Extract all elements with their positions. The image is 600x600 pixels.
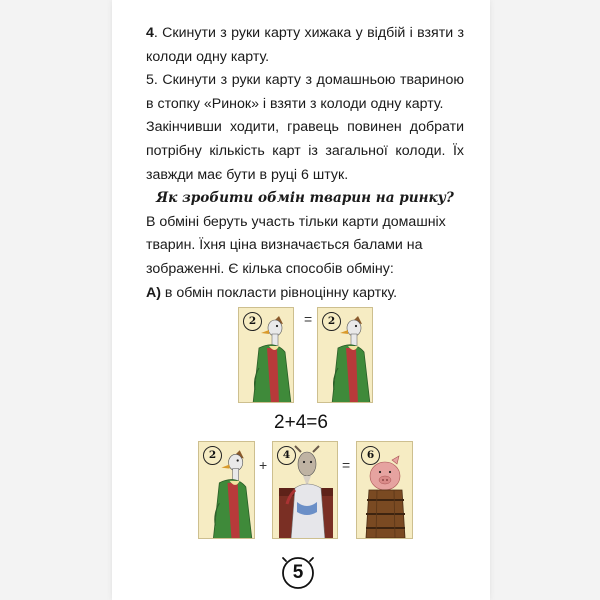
rule-5: 5. Скинути з руки карту з домашньою твариною в стопку «Ринок» і взяти з колоди одну карту. (146, 72, 464, 112)
card-value-badge: 2 (322, 312, 341, 331)
section-heading: Як зробити обмін тварин на ринку? (156, 190, 454, 207)
rule-4 (146, 22, 464, 69)
goose-card-right (317, 307, 373, 403)
card-value-badge: 6 (361, 446, 380, 465)
option-a-label: А) (146, 284, 161, 301)
finish-paragraph: Закінчивши ходити, гравець повинен добрати потрібну кількість карт із загальної колоди. Їх завжди має бути в руці 6 штук. (146, 119, 464, 183)
goose-card (198, 441, 255, 539)
pig-card (356, 441, 413, 539)
option-a (146, 282, 464, 306)
equation-text: 2+4=6 (274, 412, 328, 433)
intro-paragraph: В обміні беруть участь тільки карти домашніх тварин. Їхня ціна визначається балами на зображенні. Є кілька способів обміну: (146, 213, 446, 277)
option-a-text: в обмін покласти рівноцінну картку. (160, 284, 398, 301)
equals-sign: = (342, 457, 351, 473)
plus-sign: + (259, 457, 268, 473)
card-value-badge: 2 (243, 312, 262, 331)
equals-sign: = (304, 311, 313, 327)
card-value-badge: 4 (277, 446, 296, 465)
page-text (146, 22, 464, 305)
goose-card-left (238, 307, 294, 403)
goat-card (272, 441, 338, 539)
card-value-badge: 2 (203, 446, 222, 465)
book-page (112, 0, 490, 600)
page-number (278, 551, 318, 591)
rule-4-text: . Скинути з руки карту хижака у відбій і взяти з колоди одну карту. (146, 25, 464, 65)
rule-4-number: 4 (146, 25, 154, 41)
page-number-text: 5 (292, 562, 304, 583)
